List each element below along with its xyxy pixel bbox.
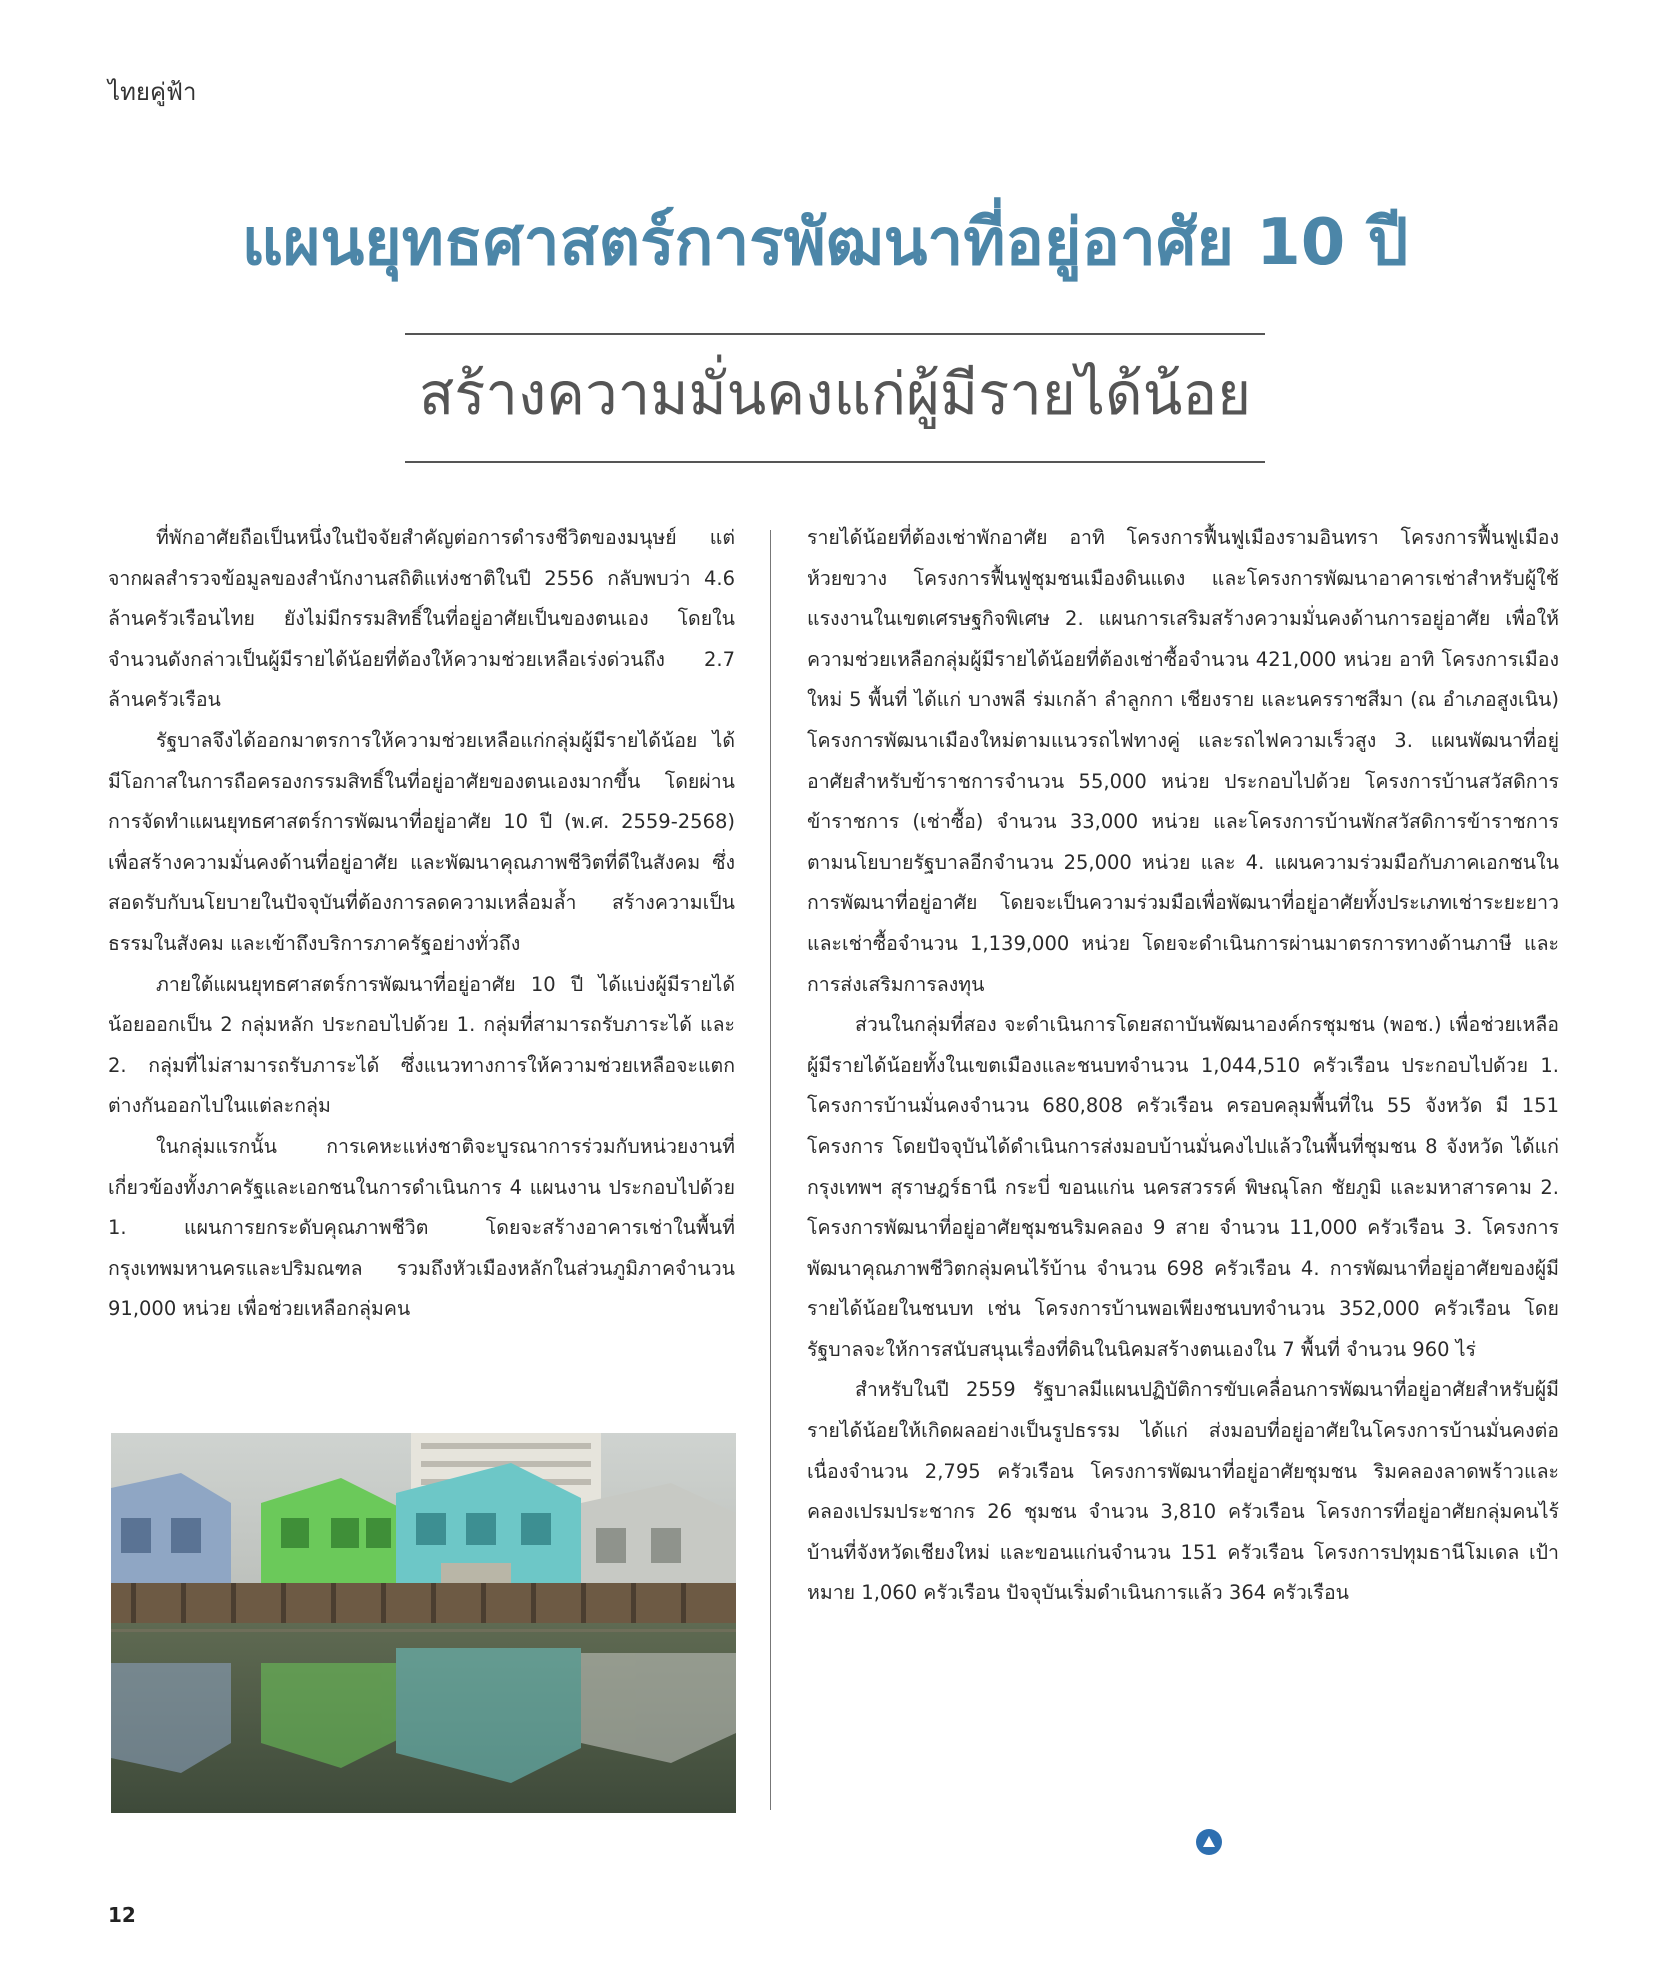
paragraph: รายได้น้อยที่ต้องเช่าพักอาศัย อาทิ โครงการฟื้นฟูเมืองรามอินทรา โครงการฟื้นฟูเมืองห้วยขวาง โครงการฟื้นฟูชุมชนเมืองดินแดง และโครงการพัฒนาอาคารเช่าสำหรับผู้ใช้แรงงานในเขตเศรษฐกิจพิเศษ 2. แผนการเสริมสร้างความมั่นคงด้านการอยู่อาศัย เพื่อให้ความช่วยเหลือกลุ่มผู้มีรายได้น้อยที่ต้องเช่าซื้อจำนวน 421,000 หน่วย อาทิ โครงการเมืองใหม่ 5 พื้นที่ ได้แก่ บางพลี ร่มเกล้า ลำลูกกา เชียงราย และนครราชสีมา (ณ อำเภอสูงเนิน) โครงการพัฒนาเมืองใหม่ตามแนวรถไฟทางคู่ และรถไฟความเร็วสูง 3. แผนพัฒนาที่อยู่อาศัยสำหรับข้าราชการจำนวน 55,000 หน่วย ประกอบไปด้วย โครงการบ้านสวัสดิการข้าราชการ (เช่าซื้อ) จำนวน 33,000 หน่วย และโครงการบ้านพักสวัสดิการข้าราชการตามนโยบายรัฐบาลอีกจำนวน 25,000 หน่วย และ 4. แผนความร่วมมือกับภาคเอกชนในการพัฒนาที่อยู่อาศัย โดยจะเป็นความร่วมมือเพื่อพัฒนาที่อยู่อาศัยทั้งประเภทเช่าระยะยาวและเช่าซื้อจำนวน 1,139,000 หน่วย โดยจะดำเนินการผ่านมาตรการทางด้านภาษี และการส่งเสริมการลงทุน (807, 526, 1559, 996)
article-end-icon (1196, 1829, 1222, 1855)
left-column (108, 518, 735, 1330)
paragraph: ในกลุ่มแรกนั้น การเคหะแห่งชาติจะบูรณาการร่วมกับหน่วยงานที่เกี่ยวข้องทั้งภาครัฐและเอกชนในการดำเนินการ 4 แผนงาน ประกอบไปด้วย 1. แผนการยกระดับคุณภาพชีวิต โดยจะสร้างอาคารเช่าในพื้นที่กรุงเทพมหานครและปริมณฑล รวมถึงหัวเมืองหลักในส่วนภูมิภาคจำนวน 91,000 หน่วย เพื่อช่วยเหลือกลุ่มคน (108, 1134, 735, 1321)
title-divider-top (405, 333, 1265, 335)
paragraph: สำหรับในปี 2559 รัฐบาลมีแผนปฏิบัติการขับเคลื่อนการพัฒนาที่อยู่อาศัยสำหรับผู้มีรายได้น้อยให้เกิดผลอย่างเป็นรูปธรรม ได้แก่ ส่งมอบที่อยู่อาศัยในโครงการบ้านมั่นคงต่อเนื่องจำนวน 2,795 ครัวเรือน โครงการพัฒนาที่อยู่อาศัยชุมชน ริมคลองลาดพร้าวและคลองเปรมประชากร 26 ชุมชน จำนวน 3,810 ครัวเรือน โครงการที่อยู่อาศัยกลุ่มคนไร้บ้านที่จังหวัดเชียงใหม่ และขอนแก่นจำนวน 151 ครัวเรือน โครงการปทุมธานีโมเดล เป้าหมาย 1,060 ครัวเรือน ปัจจุบันเริ่มดำเนินการแล้ว 364 ครัวเรือน (807, 1378, 1559, 1605)
article-subtitle: สร้างความมั่นคงแก่ผู้มีรายได้น้อย (418, 360, 1252, 428)
paragraph: ที่พักอาศัยถือเป็นหนึ่งในปัจจัยสำคัญต่อการดำรงชีวิตของมนุษย์ แต่จากผลสำรวจข้อมูลของสำนักงานสถิติแห่งชาติในปี 2556 กลับพบว่า 4.6 ล้านครัวเรือนไทย ยังไม่มีกรรมสิทธิ์ในที่อยู่อาศัยเป็นของตนเอง โดยในจำนวนดังกล่าวเป็นผู้มีรายได้น้อยที่ต้องให้ความช่วยเหลือเร่งด่วนถึง 2.7 ล้านครัวเรือน (108, 526, 735, 712)
title-divider-bottom (405, 461, 1265, 463)
canal-houses-photo (111, 1433, 736, 1813)
right-column (807, 518, 1559, 1614)
magazine-name: ไทยคู่ฟ้า (108, 78, 197, 106)
column-divider (770, 530, 771, 1810)
page-number: 12 (108, 1903, 136, 1927)
paragraph: รัฐบาลจึงได้ออกมาตรการให้ความช่วยเหลือแก่กลุ่มผู้มีรายได้น้อย ได้มีโอกาสในการถือครองกรรมสิทธิ์ในที่อยู่อาศัยของตนเองมากขึ้น โดยผ่านการจัดทำแผนยุทธศาสตร์การพัฒนาที่อยู่อาศัย 10 ปี (พ.ศ. 2559-2568) เพื่อสร้างความมั่นคงด้านที่อยู่อาศัย และพัฒนาคุณภาพชีวิตที่ดีในสังคม ซึ่งสอดรับกับนโยบายในปัจจุบันที่ต้องการลดความเหลื่อมล้ำ สร้างความเป็นธรรมในสังคม และเข้าถึงบริการภาครัฐอย่างทั่วถึง (108, 728, 735, 955)
paragraph: ส่วนในกลุ่มที่สอง จะดำเนินการโดยสถาบันพัฒนาองค์กรชุมชน (พอช.) เพื่อช่วยเหลือผู้มีรายได้น้อยทั้งในเขตเมืองและชนบทจำนวน 1,044,510 ครัวเรือน ประกอบไปด้วย 1. โครงการบ้านมั่นคงจำนวน 680,808 ครัวเรือน ครอบคลุมพื้นที่ใน 55 จังหวัด มี 151 โครงการ โดยปัจจุบันได้ดำเนินการส่งมอบบ้านมั่นคงไปแล้วในพื้นที่ชุมชน 8 จังหวัด ได้แก่ กรุงเทพฯ สุราษฎร์ธานี กระบี่ ขอนแก่น นครสวรรค์ พิษณุโลก ชัยภูมิ และมหาสารคาม 2. โครงการพัฒนาที่อยู่อาศัยชุมชนริมคลอง 9 สาย จำนวน 11,000 ครัวเรือน 3. โครงการพัฒนาคุณภาพชีวิตกลุ่มคนไร้บ้าน จำนวน 698 ครัวเรือน 4. การพัฒนาที่อยู่อาศัยของผู้มีรายได้น้อยในชนบท เช่น โครงการบ้านพอเพียงชนบทจำนวน 352,000 ครัวเรือน โดยรัฐบาลจะให้การสนับสนุนเรื่องที่ดินในนิคมสร้างตนเองใน 7 พื้นที่ จำนวน 960 ไร่ (807, 1013, 1559, 1361)
paragraph: ภายใต้แผนยุทธศาสตร์การพัฒนาที่อยู่อาศัย 10 ปี ได้แบ่งผู้มีรายได้น้อยออกเป็น 2 กลุ่มหลัก ประกอบไปด้วย 1. กลุ่มที่สามารถรับภาระได้ และ 2. กลุ่มที่ไม่สามารถรับภาระได้ ซึ่งแนวทางการให้ความช่วยเหลือจะแตกต่างกันออกไปในแต่ละกลุ่ม (108, 972, 735, 1118)
article-title: แผนยุทธศาสตร์การพัฒนาที่อยู่อาศัย 10 ปี (241, 206, 1409, 280)
